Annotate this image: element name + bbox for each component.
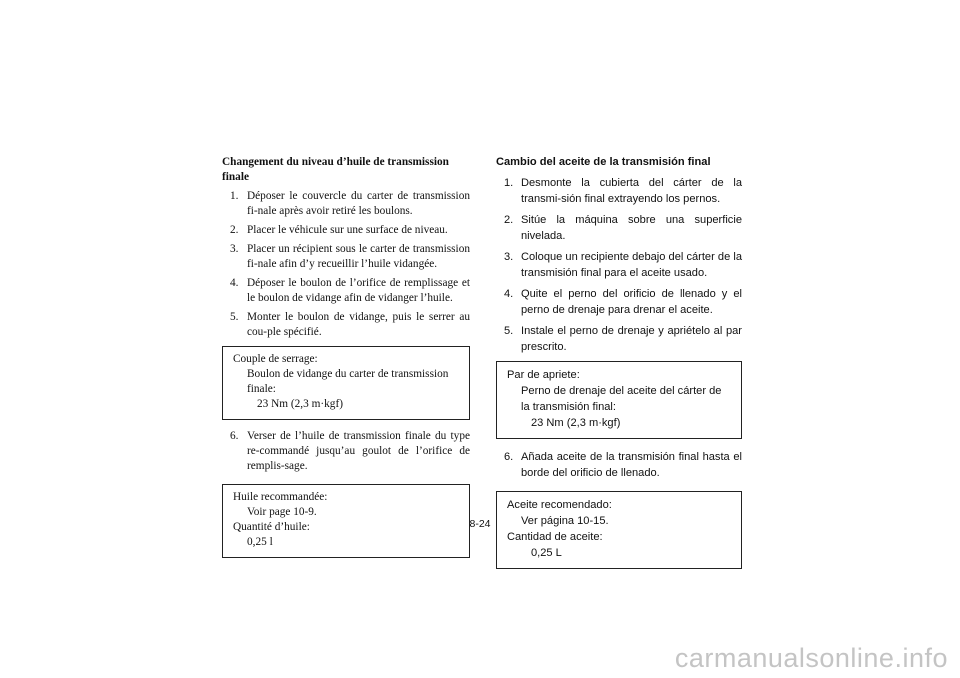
french-step-5: [222, 310, 470, 340]
step-number: 4.: [504, 288, 514, 300]
watermark: carmanualsonline.info: [674, 643, 948, 673]
spanish-column: [496, 154, 742, 579]
step-text: Quite el perno del orificio de llenado y el perno de drenaje para drenar el aceite.: [521, 288, 742, 316]
step-text: Añada aceite de la transmisión final hasta el borde del orificio de llenado.: [521, 451, 742, 479]
step-text: Placer le véhicule sur une surface de niveau.: [247, 224, 448, 236]
step-text: Verser de l’huile de transmission finale du type re-commandé jusqu’au goulot de l’orifice de remplis-sage.: [247, 430, 470, 472]
french-torque-box: [222, 346, 470, 420]
step-text: Monter le boulon de vidange, puis le serrer au cou-ple spécifié.: [247, 311, 470, 338]
spanish-section-title: Cambio del aceite de la transmisión final: [496, 156, 711, 168]
step-number: 3.: [230, 243, 239, 255]
recommended-oil-label: Aceite recomendado:: [507, 499, 612, 511]
torque-label: Couple de serrage:: [233, 353, 318, 365]
french-step-1: [222, 189, 470, 219]
oil-quantity-label: Quantité d’huile:: [233, 521, 310, 533]
oil-quantity-value: 0,25 L: [531, 547, 562, 559]
french-column: [222, 155, 470, 567]
french-step-3: [222, 242, 470, 272]
recommended-oil-value: Voir page 10-9.: [247, 506, 317, 518]
step-number: 6.: [504, 451, 514, 463]
torque-label: Par de apriete:: [507, 369, 580, 381]
spanish-torque-box: [496, 361, 742, 439]
step-number: 5.: [230, 311, 239, 323]
step-number: 3.: [504, 251, 514, 263]
step-text: Desmonte la cubierta del cárter de la transmi-sión final extrayendo los pernos.: [521, 177, 742, 205]
step-number: 5.: [504, 325, 514, 337]
step-text: Déposer le couvercle du carter de transmission fi-nale après avoir retiré les boulons.: [247, 190, 470, 217]
step-text: Placer un récipient sous le carter de transmission fi-nale afin d’y recueillir l’huile vidangée.: [247, 243, 470, 270]
french-section-title: Changement du niveau d’huile de transmission finale: [222, 156, 449, 183]
spanish-oil-box: [496, 491, 742, 569]
step-number: 1.: [230, 190, 239, 202]
spanish-step-5: [496, 323, 742, 355]
torque-value: 23 Nm (2,3 m·kgf): [531, 417, 621, 429]
step-number: 4.: [230, 277, 239, 289]
spanish-step-2: [496, 212, 742, 244]
torque-item: Perno de drenaje del aceite del cárter de la transmisión final:: [521, 385, 722, 413]
step-text: Déposer le boulon de l’orifice de remplissage et le boulon de vidange afin de vidanger l’huile.: [247, 277, 470, 304]
oil-quantity-value: 0,25 l: [247, 536, 273, 548]
torque-value: 23 Nm (2,3 m·kgf): [257, 398, 343, 410]
step-text: Instale el perno de drenaje y apriételo al par prescrito.: [521, 325, 742, 353]
french-step-6: [222, 429, 470, 474]
recommended-oil-value: Ver página 10-15.: [521, 515, 609, 527]
oil-quantity-label: Cantidad de aceite:: [507, 531, 603, 543]
torque-item: Boulon de vidange du carter de transmission finale:: [247, 368, 449, 395]
step-number: 2.: [504, 214, 514, 226]
step-text: Coloque un recipiente debajo del cárter de la transmisión final para el aceite usado.: [521, 251, 742, 279]
spanish-step-4: [496, 286, 742, 318]
french-step-2: [222, 223, 470, 238]
step-number: 1.: [504, 177, 514, 189]
spanish-step-6: [496, 449, 742, 481]
spanish-step-3: [496, 249, 742, 281]
step-text: Sitúe la máquina sobre una superficie nivelada.: [521, 214, 742, 242]
step-number: 2.: [230, 224, 239, 236]
recommended-oil-label: Huile recommandée:: [233, 491, 328, 503]
french-step-4: [222, 276, 470, 306]
page-number: 8-24: [469, 518, 491, 530]
step-number: 6.: [230, 430, 239, 442]
spanish-step-1: [496, 175, 742, 207]
